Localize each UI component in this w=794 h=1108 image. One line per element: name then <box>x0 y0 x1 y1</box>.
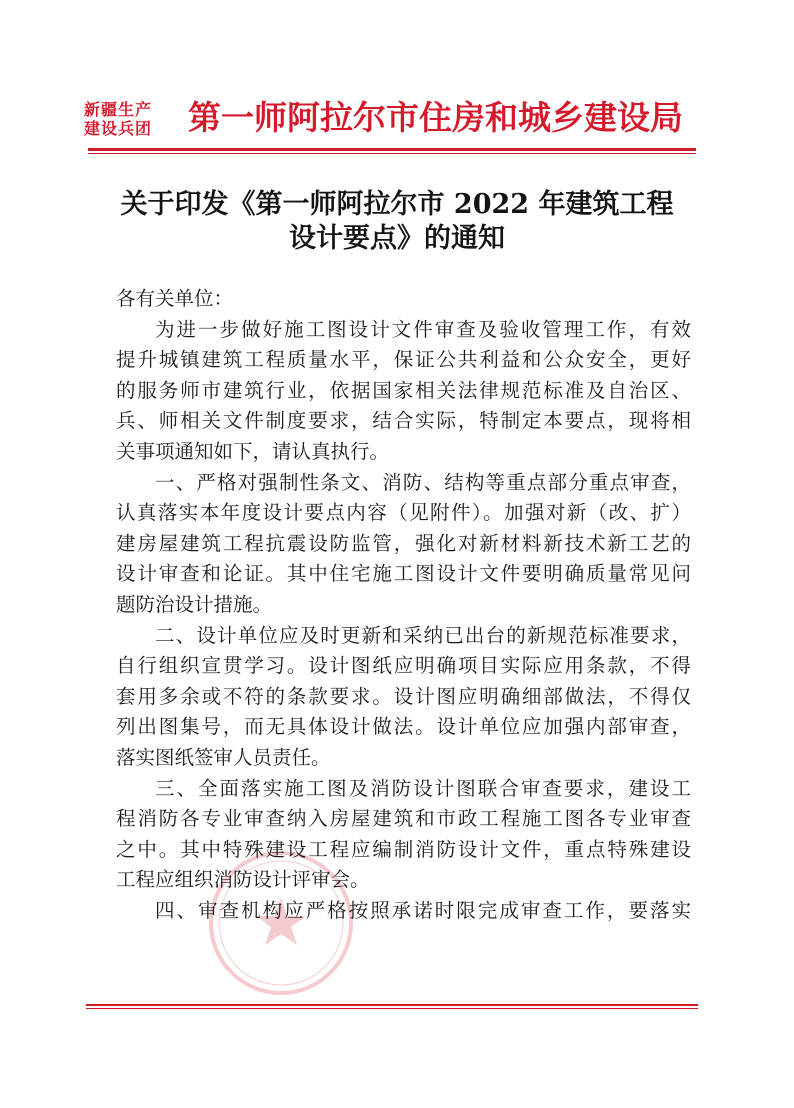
body-line: 一、严格对强制性条文、消防、结构等重点部分重点审查， <box>155 470 691 494</box>
footer-divider <box>86 1004 698 1006</box>
body-line: 列出图集号，而无具体设计做法。设计单位应加强内部审查， <box>116 715 691 739</box>
body-line: 提升城镇建筑工程质量水平，保证公共利益和公众安全，更好 <box>116 348 691 372</box>
body-line: 落实图纸签审人员责任。 <box>116 745 331 769</box>
org-name: 第一师阿拉尔市住房和城乡建设局 <box>188 98 683 137</box>
body-line: 建房屋建筑工程抗震设防监管，强化对新材料新技术新工艺的 <box>116 531 691 555</box>
document-title <box>90 188 704 256</box>
letterhead-divider <box>88 148 696 151</box>
body-line: 四、审查机构应严格按照承诺时限完成审查工作，要落实 <box>155 898 691 922</box>
body-line: 的服务师市建筑行业，依据国家相关法律规范标准及自治区、 <box>116 378 691 402</box>
body-line: 程消防各专业审查纳入房屋建筑和市政工程施工图各专业审查 <box>116 807 691 831</box>
org-small-name <box>84 100 184 138</box>
document-body <box>116 284 691 926</box>
body-line: 关事项通知如下，请认真执行。 <box>116 439 390 463</box>
body-line: 二、设计单位应及时更新和采纳已出台的新规范标准要求， <box>155 623 691 647</box>
letterhead <box>84 98 696 146</box>
body-line: 自行组织宣贯学习。设计图纸应明确项目实际应用条款，不得 <box>116 654 691 678</box>
org-small-line1: 新疆生产 <box>84 100 153 119</box>
body-line: 工程应组织消防设计评审会。 <box>116 868 370 892</box>
body-line: 设计审查和论证。其中住宅施工图设计文件要明确质量常见问 <box>116 562 691 586</box>
letterhead-divider-thin <box>88 153 696 154</box>
body-line: 题防治设计措施。 <box>116 592 273 616</box>
body-line: 为进一步做好施工图设计文件审查及验收管理工作，有效 <box>155 317 691 341</box>
body-line: 兵、师相关文件制度要求，结合实际，特制定本要点，现将相 <box>116 409 691 433</box>
title-line2: 设计要点》的通知 <box>289 223 505 254</box>
body-line: 三、全面落实施工图及消防设计图联合审查要求，建设工 <box>155 776 691 800</box>
org-small-line2: 建设兵团 <box>84 119 153 138</box>
title-line1: 关于印发《第一师阿拉尔市 2022 年建筑工程 <box>120 189 674 220</box>
body-line: 套用多余或不符的条款要求。设计图应明确细部做法，不得仅 <box>116 684 691 708</box>
footer-divider-thin <box>86 1008 698 1009</box>
salutation: 各有关单位： <box>116 287 234 310</box>
body-line: 认真落实本年度设计要点内容（见附件）。加强对新（改、扩） <box>116 501 691 525</box>
body-line: 之中。其中特殊建设工程应编制消防设计文件，重点特殊建设 <box>116 837 691 861</box>
